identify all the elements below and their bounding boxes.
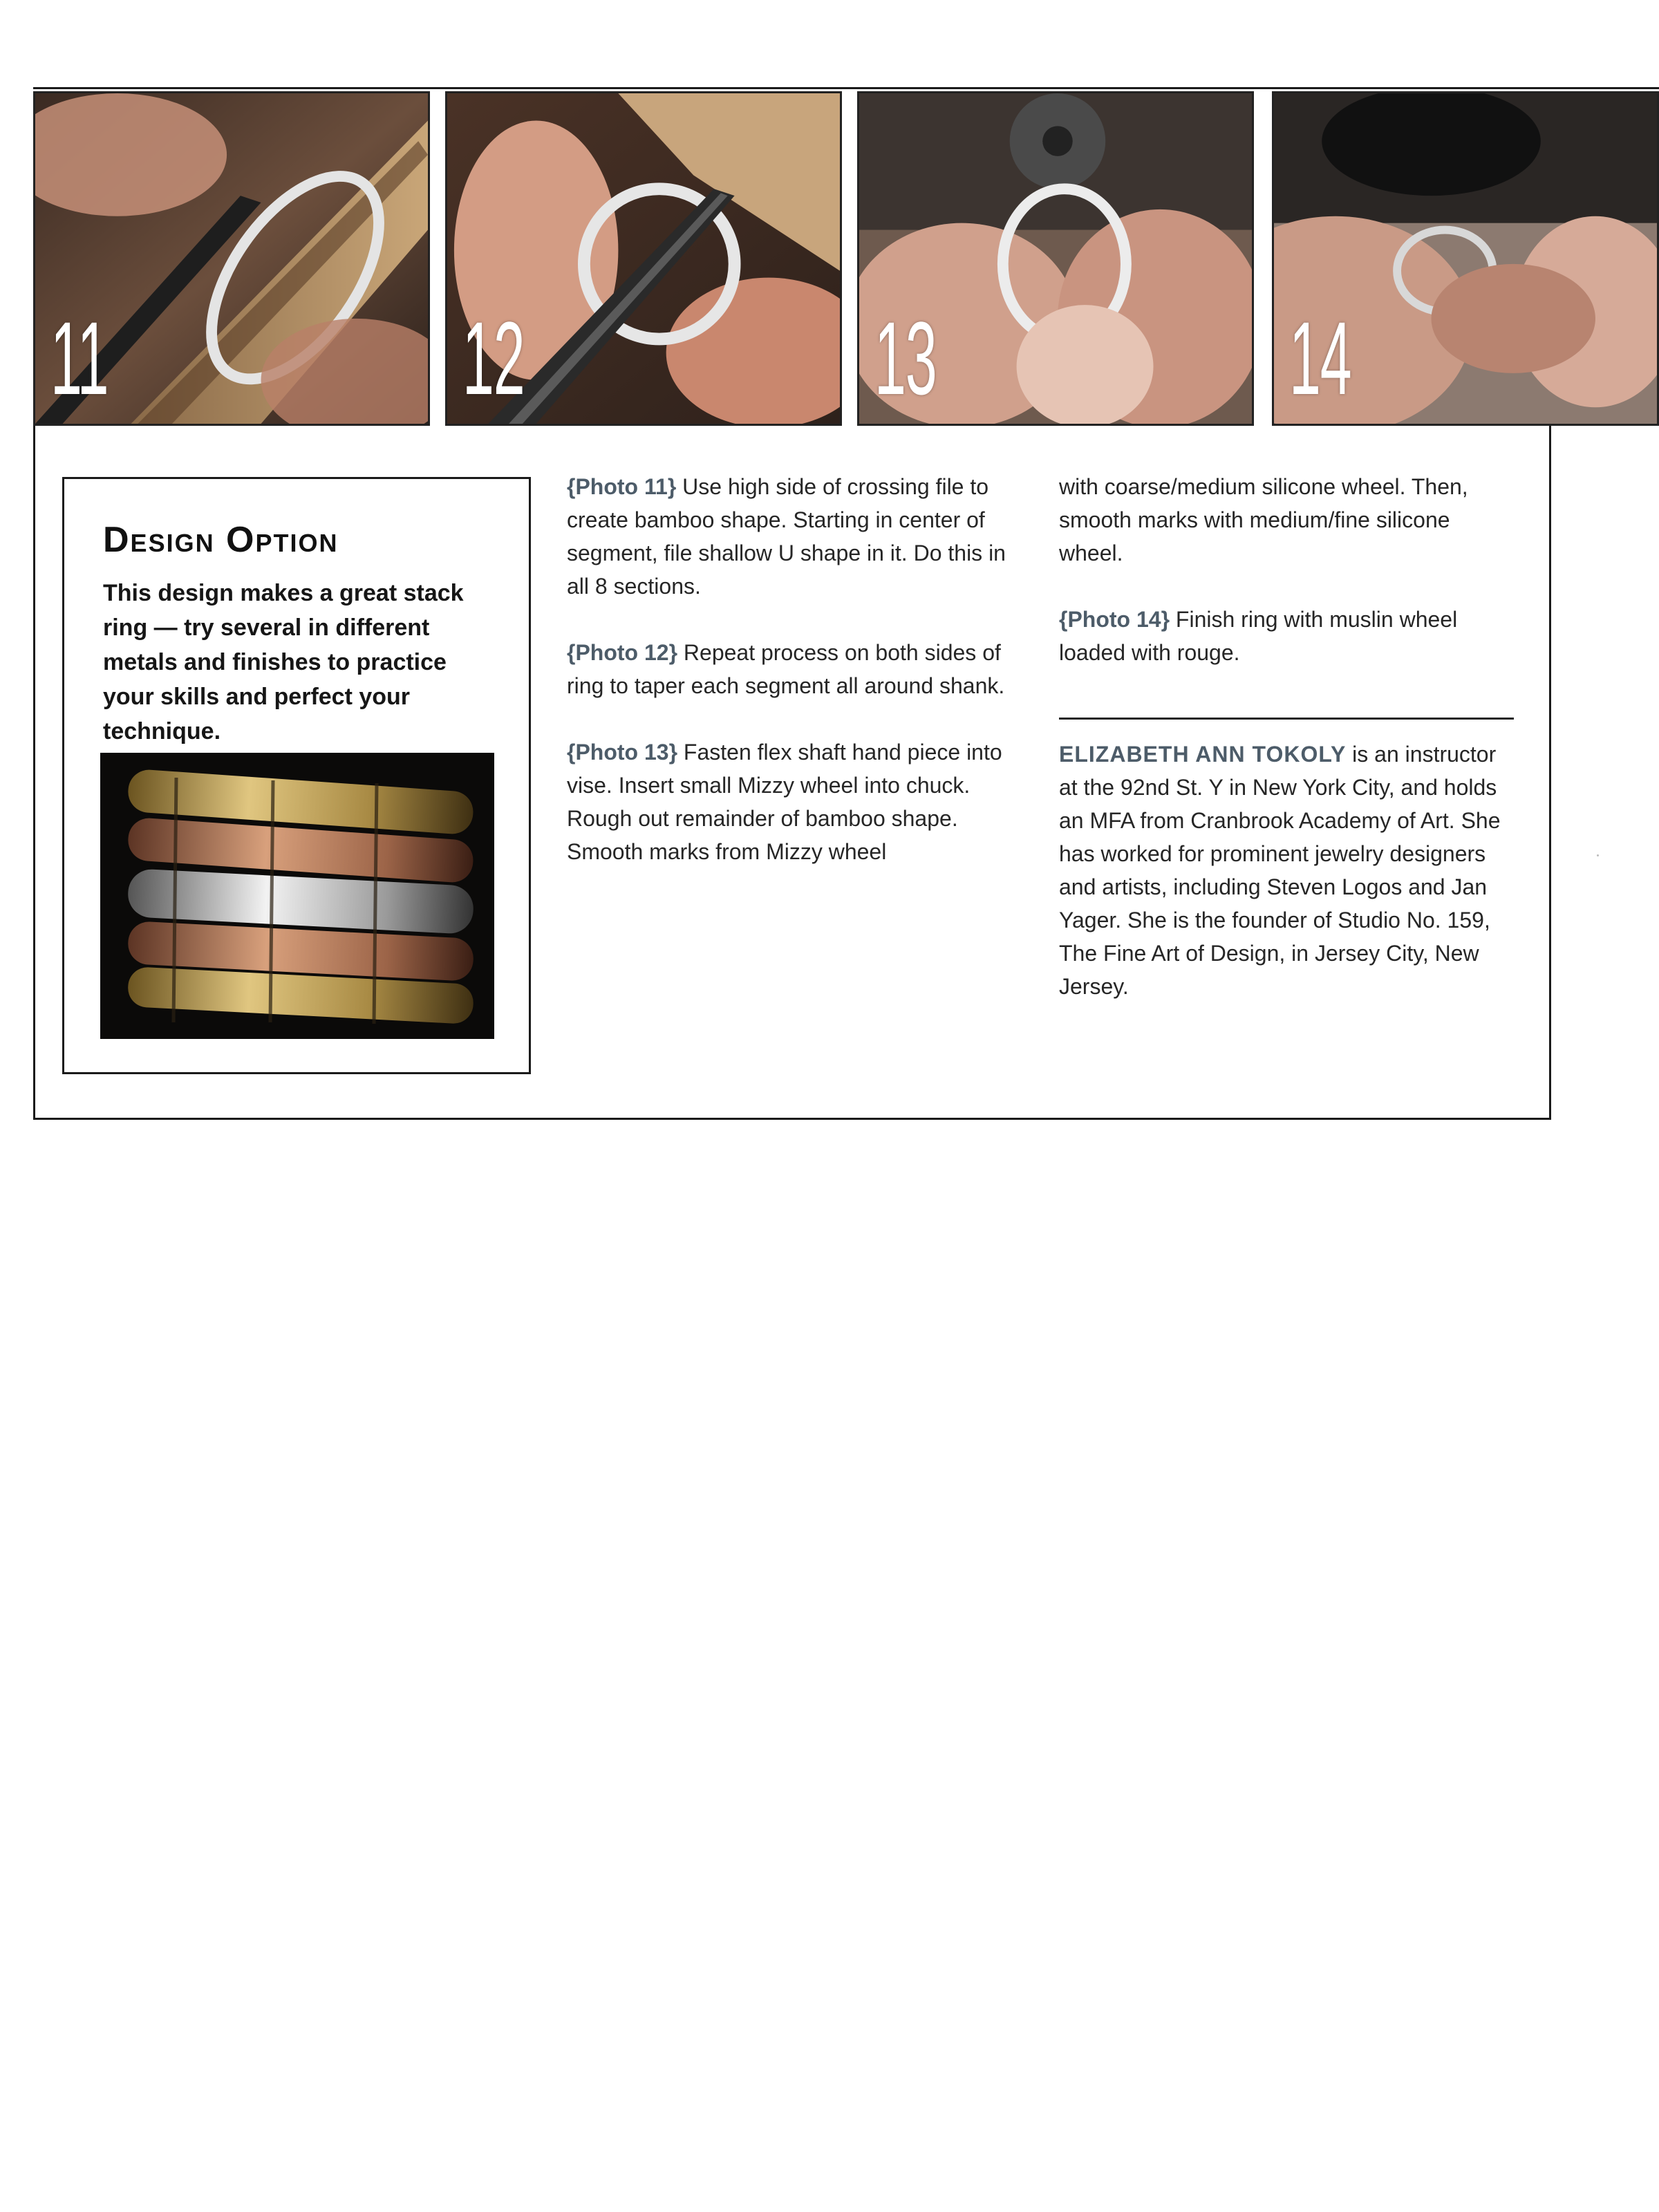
step-photo-13-continued-text: with coarse/medium silicone wheel. Then, smooth marks with medium/fine silicone wheel.	[1059, 474, 1468, 565]
design-option-box	[62, 477, 531, 1074]
photo-number: 11	[50, 300, 109, 416]
step-text: Fasten flex shaft hand piece into vise. Insert small Mizzy wheel into chuck. Rough out remainder of bamboo shape. Smooth marks from Mizzy wheel	[567, 740, 1002, 864]
step-text: Finish ring with muslin wheel loaded with rouge.	[1059, 607, 1458, 665]
step-label: {Photo 13}	[567, 740, 678, 765]
design-option-text: This design makes a great stack ring — try several in different metals and finishes to practice your skills and perfect your technique.	[103, 580, 464, 744]
design-option-heading: Design Option	[103, 520, 339, 560]
step-photo-13-text	[567, 735, 1023, 868]
photo-number: 14	[1289, 300, 1351, 416]
step-photo-14	[1272, 91, 1659, 426]
photo-number: 13	[874, 300, 937, 416]
step-label: {Photo 14}	[1059, 607, 1170, 632]
step-photo-11-text	[567, 470, 1023, 603]
step-photo-11	[33, 91, 430, 426]
step-label: {Photo 11}	[567, 474, 677, 499]
photo-number: 12	[462, 300, 525, 416]
step-label: {Photo 12}	[567, 640, 678, 665]
step-photo-12	[445, 91, 842, 426]
scan-speck	[1597, 854, 1599, 856]
step-photo-12-text	[567, 636, 1023, 702]
step-photo-13	[857, 91, 1254, 426]
bio-divider	[1059, 718, 1514, 720]
step-text: Repeat process on both sides of ring to taper each segment all around shank.	[567, 640, 1005, 698]
step-text: Use high side of crossing file to create bamboo shape. Starting in center of segment, file shallow U shape in it. Do this in all 8 sections.	[567, 474, 1006, 599]
stacked-bamboo-rings-photo-icon	[100, 753, 494, 1039]
instructions-column-1	[567, 470, 1023, 901]
instructions-column-2	[1059, 470, 1515, 1036]
stacked-rings-photo	[100, 753, 494, 1039]
author-bio	[1059, 738, 1515, 1003]
author-bio-text: is an instructor at the 92nd St. Y in New York City, and holds an MFA from Cranbrook Academy of Art. She has worked for prominent jewelry designers and artists, including Steven Logos and Jan Yager. She is the founder of Studio No. 159, The Fine Art of Design, in Jersey City, New Jersey.	[1059, 742, 1501, 999]
author-name: ELIZABETH ANN TOKOLY	[1059, 742, 1347, 767]
photo-strip	[33, 87, 1659, 428]
step-photo-14-text	[1059, 603, 1515, 669]
